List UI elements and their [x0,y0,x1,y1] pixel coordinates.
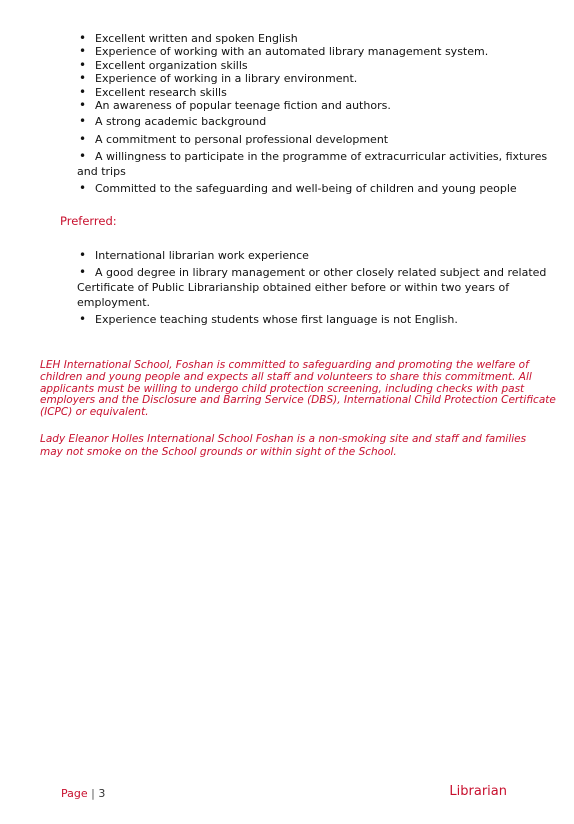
preferred-item-line: International librarian work experience [95,249,309,262]
required-item-line: A willingness to participate in the programme of extracurricular activities, fixtures [95,150,548,163]
required-item-line: Excellent research skills [95,86,227,99]
safeguarding-statement-line: applicants must be willing to undergo child protection screening, including checks with past [40,382,525,395]
bullet-icon: • [79,132,87,146]
smoking-statement-line: Lady Eleanor Holles International School Foshan is a non-smoking site and staff and families [40,433,527,445]
smoking-statement-line: may not smoke on the School grounds or within sight of the School. [40,445,397,458]
required-item-line: Committed to the safeguarding and well-being of children and young people [95,182,517,195]
page-footer-number [61,787,105,800]
required-item-line: A strong academic background [95,115,267,128]
required-item-line: Excellent organization skills [95,59,248,72]
safeguarding-statement-line: children and young people and expects all staff and volunteers to share this commitment. All [40,370,532,383]
document-title: Librarian [449,784,507,799]
preferred-item-line: Experience teaching students whose first language is not English. [95,313,458,326]
preferred-item-line: employment. [77,296,151,309]
required-item-line: Experience of working in a library environment. [95,72,358,85]
page-number: 3 [98,787,106,800]
bullet-icon: • [79,265,87,279]
bullet-icon: • [79,85,87,99]
page-separator: | [91,787,95,800]
bullet-icon: • [79,248,87,262]
safeguarding-statement-line: employers and the Disclosure and Barring Service (DBS), International Child Protection Certificate [40,394,556,407]
bullet-icon: • [79,58,87,72]
bullet-icon: • [79,312,87,326]
bullet-icon: • [79,98,87,112]
bullet-icon: • [79,114,87,128]
bullet-icon: • [79,149,87,163]
required-item-line: A commitment to personal professional development [95,133,389,146]
bullet-icon: • [79,71,87,85]
preferred-heading: Preferred: [60,214,117,228]
required-item-line: Experience of working with an automated library management system. [95,45,489,58]
required-item-line: An awareness of popular teenage fiction and authors. [95,99,391,112]
safeguarding-statement-line: (ICPC) or equivalent. [40,406,149,419]
bullet-icon: • [79,44,87,58]
preferred-item-line: Certificate of Public Librarianship obtained either before or within two years of [77,281,510,294]
bullet-icon: • [79,31,87,45]
safeguarding-statement-line: LEH International School, Foshan is committed to safeguarding and promoting the welfare of [40,359,529,371]
required-item-line: and trips [77,165,126,178]
required-item-line: Excellent written and spoken English [95,32,298,45]
preferred-item-line: A good degree in library management or other closely related subject and related [95,266,547,279]
bullet-icon: • [79,181,87,195]
page-label: Page [61,787,88,800]
